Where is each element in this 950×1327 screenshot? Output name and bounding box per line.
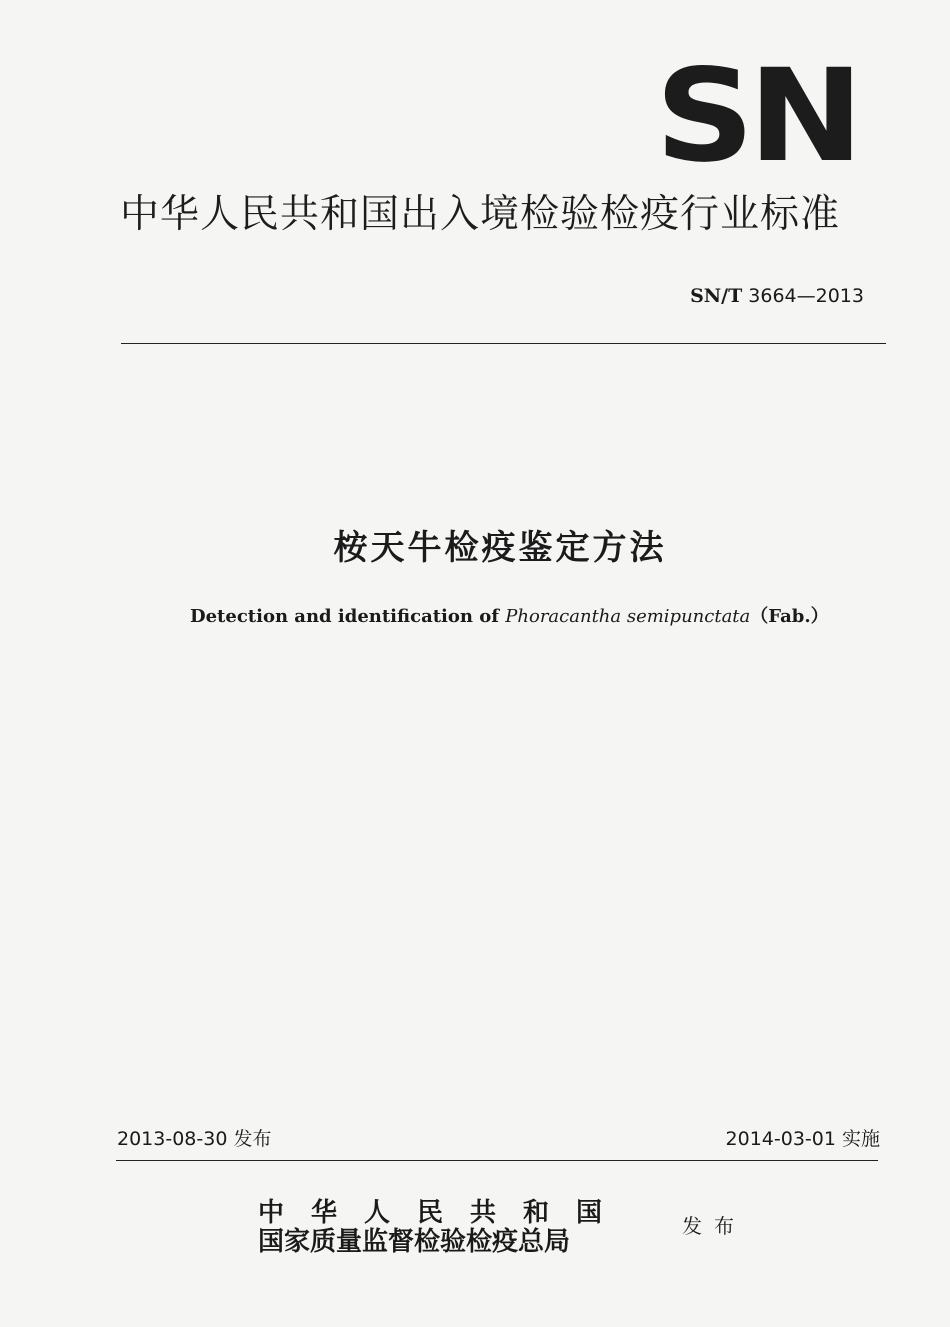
standard-code-prefix: SN/T (690, 285, 743, 307)
bottom-divider (116, 1160, 878, 1161)
document-subtitle (190, 604, 829, 630)
subtitle-species: Phoracantha semipunctata (505, 606, 751, 627)
standard-code (690, 283, 864, 309)
org-title: 中华人民共和国出入境检验检疫行业标准 (120, 192, 841, 237)
issue-date: 2013-08-30 发布 (117, 1128, 272, 1150)
top-divider (121, 343, 886, 344)
document-title: 桉天牛检疫鉴定方法 (333, 528, 667, 568)
subtitle-suffix: （Fab.） (750, 606, 829, 627)
publisher-agency: 国家质量监督检验检疫总局 (258, 1227, 571, 1257)
sn-logo: SN (655, 42, 858, 191)
standard-code-number: 3664—2013 (748, 285, 864, 307)
subtitle-prefix: Detection and identification of (190, 606, 499, 627)
implementation-date: 2014-03-01 实施 (725, 1128, 880, 1150)
publish-label: 发布 (682, 1214, 746, 1238)
publisher-country: 中华人民共和国 (258, 1198, 630, 1228)
